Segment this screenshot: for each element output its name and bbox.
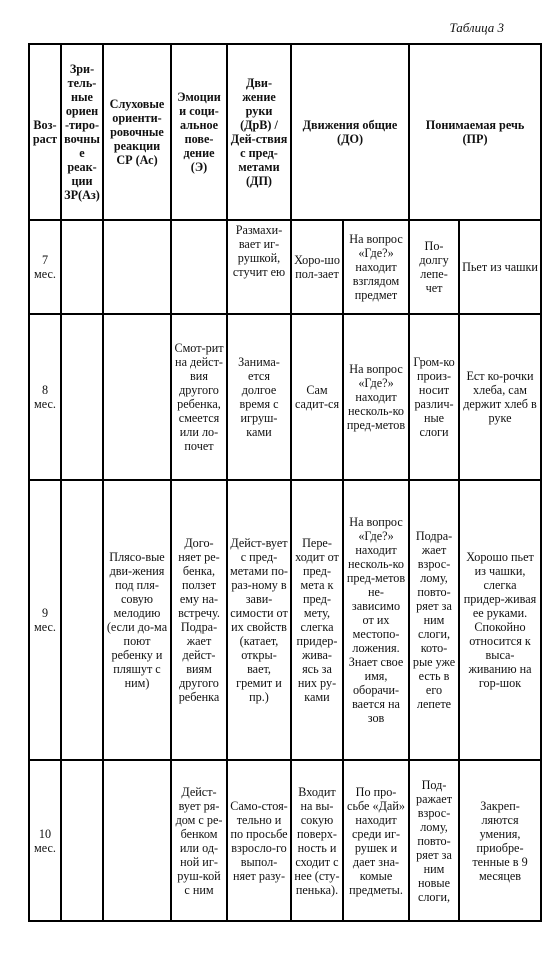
cell-do-1: Входит на вы-сокую поверх-ность и сходит с нее (сту-пенька).: [291, 760, 343, 921]
cell-dp: Занима-ется долгое время с игруш-ками: [227, 314, 291, 480]
cell-pr-1: По-долгу лепе-чет: [409, 220, 459, 314]
table-row: [29, 220, 541, 314]
table-row: [29, 480, 541, 760]
cell-do-1: Пере-ходит от пред-мета к пред-мету, слегка придер-жива-ясь за них ру-ками: [291, 480, 343, 760]
cell-pr-1: Подра-жает взрос-лому, повто-ряет за ним слоги, кото-рые уже есть в его лепете: [409, 480, 459, 760]
cell-do-2: По про-сьбе «Дай» находит среди иг-рушек и дает зна-комые предметы.: [343, 760, 409, 921]
cell-pr-1: Под-ражает взрос-лому, повто-ряет за ним новые слоги,: [409, 760, 459, 921]
table-caption: Таблица 3: [449, 20, 504, 35]
cell-sr: [103, 220, 171, 314]
cell-e: [171, 220, 227, 314]
age-cell: 7 мес.: [29, 220, 61, 314]
header-visual-reactions: Зри-тель-ные ориен-тиро-вочные реак-ции ЗР(Аз): [61, 44, 103, 220]
cell-pr-1: Гром-ко произ-носит различ-ные слоги: [409, 314, 459, 480]
cell-sr: Плясо-вые дви-жения под пля-совую мелодию (если до-ма поют ребенку и пляшут с ним): [103, 480, 171, 760]
cell-dp: Размахи-вает иг-рушкой, стучит ею: [227, 220, 291, 314]
cell-sr: [103, 760, 171, 921]
table-row: [29, 760, 541, 921]
header-general-movements: Движения общие (ДО): [291, 44, 409, 220]
cell-zr: [61, 760, 103, 921]
cell-dp: Дейст-вует с пред-метами по-раз-ному в зави-симости от их свойств (катает, откры-вает, гремит и пр.): [227, 480, 291, 760]
cell-pr-2: Хорошо пьет из чашки, слегка придер-живая ее руками. Спокойно относится к выса-живанию на гор-шок: [459, 480, 541, 760]
header-age: Воз-раст: [29, 44, 61, 220]
header-row: [29, 44, 541, 220]
age-cell: 9 мес.: [29, 480, 61, 760]
development-table: [28, 43, 542, 922]
table-row: [29, 314, 541, 480]
age-cell: 8 мес.: [29, 314, 61, 480]
cell-e: Смот-рит на дейст-вия другого ребенка, смеется или ло-почет: [171, 314, 227, 480]
cell-do-2: На вопрос «Где?» находит взглядом предмет: [343, 220, 409, 314]
age-cell: 10 мес.: [29, 760, 61, 921]
cell-zr: [61, 314, 103, 480]
cell-sr: [103, 314, 171, 480]
cell-pr-2: Закреп-ляются умения, приобре-тенные в 9 месяцев: [459, 760, 541, 921]
cell-zr: [61, 480, 103, 760]
header-emotions-social: Эмоции и соци-альное пове-дение (Э): [171, 44, 227, 220]
cell-do-1: Сам садит-ся: [291, 314, 343, 480]
header-auditory-reactions: Слуховые ориенти-ровочные реакции СР (Ас): [103, 44, 171, 220]
cell-do-1: Хоро-шо пол-зает: [291, 220, 343, 314]
cell-e: Дейст-вует ря-дом с ре-бенком или од-ной иг-руш-кой с ним: [171, 760, 227, 921]
cell-pr-2: Пьет из чашки: [459, 220, 541, 314]
cell-do-2: На вопрос «Где?» находит несколь-ко пред-метов: [343, 314, 409, 480]
cell-zr: [61, 220, 103, 314]
cell-do-2: На вопрос «Где?» находит несколь-ко пред-метов не-зависимо от их местопо-ложения. Знает свое имя, оборачи-вается на зов: [343, 480, 409, 760]
cell-pr-2: Ест ко-рочки хлеба, сам держит хлеб в руке: [459, 314, 541, 480]
header-hand-movements: Дви-жение руки (ДрВ) / Дей-ствия с пред-метами (ДП): [227, 44, 291, 220]
header-understood-speech: Понимаемая речь (ПР): [409, 44, 541, 220]
cell-dp: Само-стоя-тельно и по просьбе взросло-го выпол-няет разу-: [227, 760, 291, 921]
cell-e: Дого-няет ре-бенка, ползет ему на-встречу. Подра-жает дейст-виям другого ребенка: [171, 480, 227, 760]
